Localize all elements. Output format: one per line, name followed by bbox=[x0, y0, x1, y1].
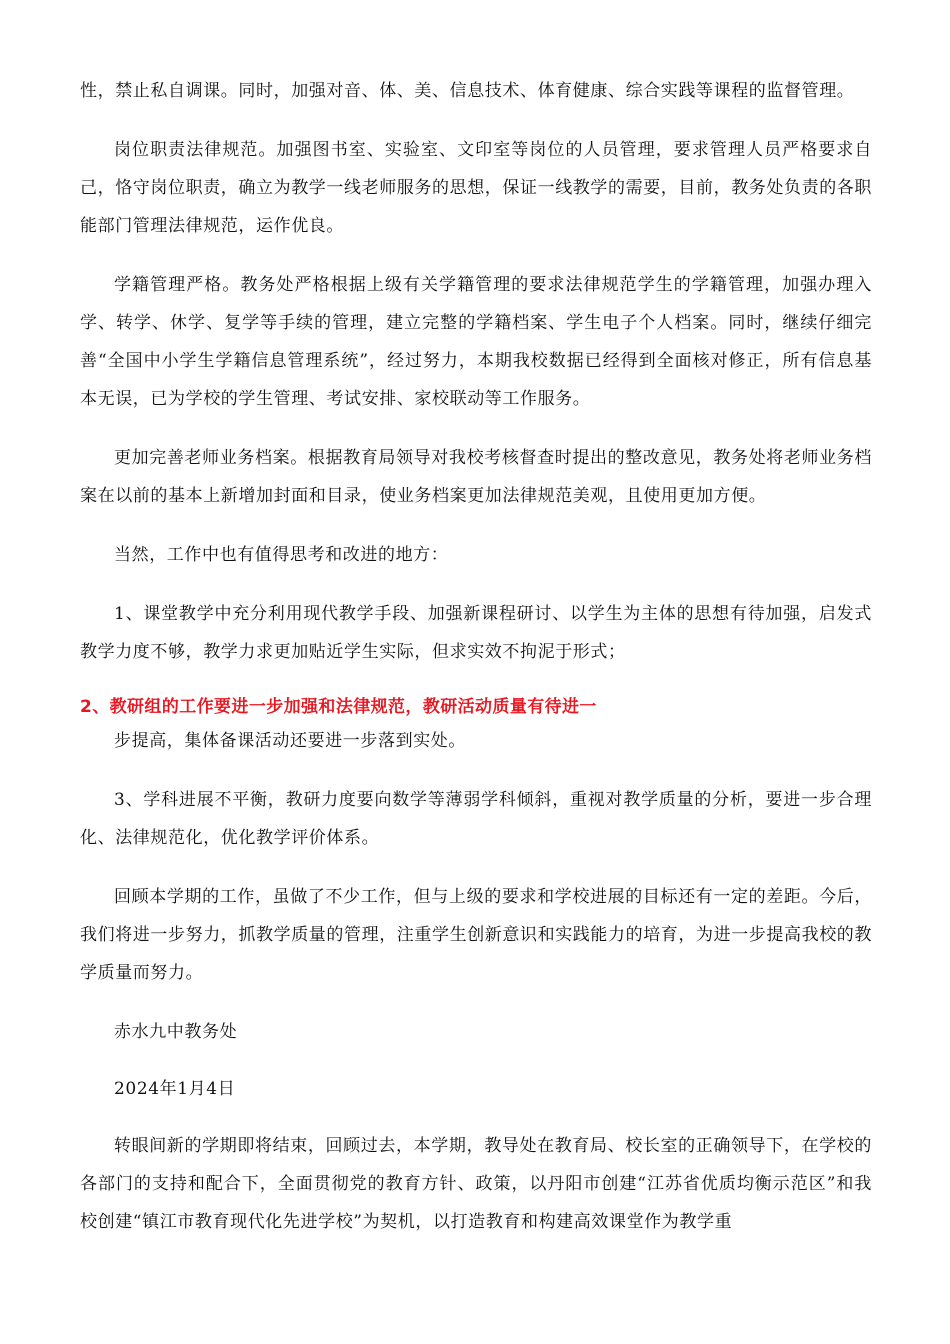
date-line: 2024年1月4日 bbox=[114, 1079, 236, 1099]
paragraph-item-3: 3、学科进展不平衡，教研力度要向数学等薄弱学科倾斜，重视对教学质量的分析，要进一步合理化、法律规范化，优化教学评价体系。 bbox=[80, 790, 872, 848]
paragraph-teacher-archives: 更加完善老师业务档案。根据教育局领导对我校考核督查时提出的整改意见，教务处将老师业务档案在以前的基本上新增加封面和目录，使业务档案更加法律规范美观，且使用更加方便。 bbox=[80, 448, 872, 506]
paragraph-post-duties: 岗位职责法律规范。加强图书室、实验室、文印室等岗位的人员管理，要求管理人员严格要求自己，恪守岗位职责，确立为教学一线老师服务的思想，保证一线教学的需要，目前，教务处负责的各职能部门管理法律规范，运作优良。 bbox=[80, 140, 872, 236]
section-heading-item-2: 2、教研组的工作要进一步加强和法律规范，教研活动质量有待进一 bbox=[80, 697, 597, 717]
paragraph-review: 回顾本学期的工作，虽做了不少工作，但与上级的要求和学校进展的目标还有一定的差距。今后，我们将进一步努力，抓教学质量的管理，注重学生创新意识和实践能力的培育，为进一步提高我校的教学质量而努力。 bbox=[80, 887, 872, 983]
paragraph-student-records: 学籍管理严格。教务处严格根据上级有关学籍管理的要求法律规范学生的学籍管理，加强办理入学、转学、休学、复学等手续的管理，建立完整的学籍档案、学生电子个人档案。同时，继续仔细完善“全国中小学生学籍信息管理系统”，经过努力，本期我校数据已经得到全面核对修正，所有信息基本无误，已为学校的学生管理、考试安排、家校联动等工作服务。 bbox=[80, 275, 872, 409]
paragraph-item-2-continuation: 步提高，集体备课活动还要进一步落到实处。 bbox=[114, 731, 466, 751]
paragraph-item-1: 1、课堂教学中充分利用现代教学手段、加强新课程研讨、以学生为主体的思想有待加强，启发式教学力度不够，教学力求更加贴近学生实际，但求实效不拘泥于形式； bbox=[80, 604, 872, 662]
paragraph-new-section: 转眼间新的学期即将结束，回顾过去，本学期，教导处在教育局、校长室的正确领导下，在学校的各部门的支持和配合下，全面贯彻党的教育方针、政策，以丹阳市创建“江苏省优质均衡示范区”和我校创建“镇江市教育现代化先进学校”为契机，以打造教育和构建高效课堂作为教学重 bbox=[80, 1136, 872, 1232]
signature: 赤水九中教务处 bbox=[114, 1022, 238, 1042]
paragraph-improvement-intro: 当然，工作中也有值得思考和改进的地方： bbox=[114, 545, 449, 565]
paragraph-course-supervision: 性，禁止私自调课。同时，加强对音、体、美、信息技术、体育健康、综合实践等课程的监督管理。 bbox=[80, 81, 855, 101]
document-page bbox=[80, 72, 872, 1262]
